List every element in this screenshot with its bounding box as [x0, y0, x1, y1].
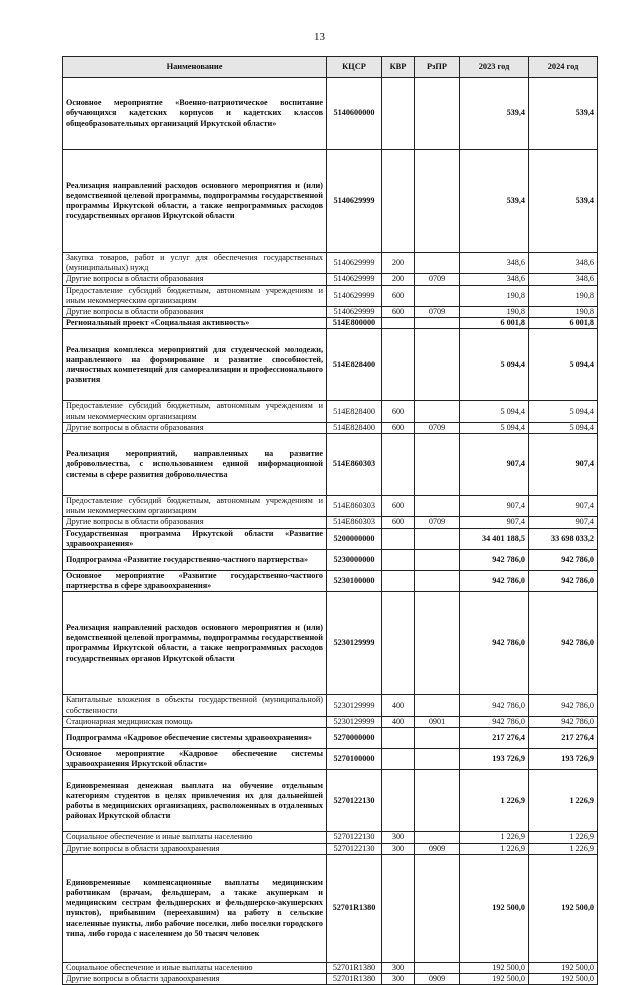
table-row	[63, 517, 598, 528]
cell-rzpr: 0901	[415, 716, 460, 727]
cell-name: Основное мероприятие «Кадровое обеспечение системы здравоохранения Иркутской области»	[63, 749, 327, 770]
cell-kvr: 300	[382, 974, 415, 985]
cell-value-2023: 907,4	[460, 517, 529, 528]
cell-kvr: 400	[382, 716, 415, 727]
cell-value-2023: 942 786,0	[460, 571, 529, 592]
cell-kcsr: 514E860303	[327, 496, 382, 517]
table-row	[63, 695, 598, 716]
cell-value-2024: 907,4	[529, 434, 598, 496]
col-header-kcsr: КЦСР	[327, 57, 382, 78]
table-row	[63, 550, 598, 571]
col-header-2023: 2023 год	[460, 57, 529, 78]
cell-value-2024: 348,6	[529, 253, 598, 274]
cell-name: Реализация комплекса мероприятий для студенческой молодежи, направленного на формирование и развитие способностей, личностных компетенций для самореализации и профессионального развития	[63, 329, 327, 401]
table-row	[63, 422, 598, 433]
cell-kcsr: 5230100000	[327, 571, 382, 592]
cell-rzpr	[415, 854, 460, 962]
cell-value-2023: 217 276,4	[460, 728, 529, 749]
cell-value-2023: 942 786,0	[460, 592, 529, 695]
cell-rzpr	[415, 592, 460, 695]
cell-value-2023: 1 226,9	[460, 832, 529, 843]
cell-kcsr: 5140600000	[327, 78, 382, 150]
cell-kcsr: 5270122130	[327, 770, 382, 832]
cell-value-2023: 34 401 188,5	[460, 528, 529, 549]
page-number: 13	[314, 31, 325, 43]
cell-kcsr: 5230000000	[327, 550, 382, 571]
cell-name: Другие вопросы в области образования	[63, 307, 327, 318]
table-row	[63, 571, 598, 592]
cell-kvr: 600	[382, 307, 415, 318]
cell-name: Реализация направлений расходов основного мероприятия и (или) ведомственной целевой программы, подпрограммы государственной программы Иркутской области, а также непрограммных расходов государственных органов Иркутской области	[63, 150, 327, 253]
cell-kvr	[382, 329, 415, 401]
cell-rzpr	[415, 150, 460, 253]
table-row	[63, 770, 598, 832]
cell-rzpr	[415, 832, 460, 843]
cell-rzpr	[415, 962, 460, 973]
cell-kvr: 200	[382, 274, 415, 285]
cell-kvr	[382, 150, 415, 253]
cell-kcsr: 5140629999	[327, 150, 382, 253]
table-row	[63, 592, 598, 695]
cell-value-2024: 6 001,8	[529, 318, 598, 329]
cell-value-2024: 33 698 033,2	[529, 528, 598, 549]
cell-value-2024: 5 094,4	[529, 422, 598, 433]
cell-value-2023: 1 226,9	[460, 770, 529, 832]
cell-name: Другие вопросы в области здравоохранения	[63, 974, 327, 985]
cell-name: Социальное обеспечение и иные выплаты населению	[63, 962, 327, 973]
budget-table	[62, 56, 598, 985]
cell-value-2024: 5 094,4	[529, 329, 598, 401]
table-row	[63, 307, 598, 318]
cell-kvr	[382, 571, 415, 592]
table-body	[63, 78, 598, 985]
cell-value-2024: 190,8	[529, 307, 598, 318]
cell-rzpr	[415, 571, 460, 592]
cell-rzpr: 0909	[415, 974, 460, 985]
cell-rzpr: 0909	[415, 843, 460, 854]
cell-value-2023: 5 094,4	[460, 329, 529, 401]
cell-value-2023: 192 500,0	[460, 974, 529, 985]
cell-kcsr: 5230129999	[327, 716, 382, 727]
cell-name: Государственная программа Иркутской области «Развитие здравоохранения»	[63, 528, 327, 549]
cell-kvr	[382, 770, 415, 832]
cell-value-2024: 192 500,0	[529, 974, 598, 985]
cell-kcsr: 514E828400	[327, 329, 382, 401]
col-header-kvr: КВР	[382, 57, 415, 78]
cell-kcsr: 52701R1380	[327, 974, 382, 985]
cell-kcsr: 5230129999	[327, 592, 382, 695]
cell-value-2024: 348,6	[529, 274, 598, 285]
table-row	[63, 843, 598, 854]
cell-kcsr: 514E828400	[327, 422, 382, 433]
table-row	[63, 434, 598, 496]
cell-kvr: 300	[382, 843, 415, 854]
cell-name: Социальное обеспечение и иные выплаты населению	[63, 832, 327, 843]
cell-value-2024: 907,4	[529, 517, 598, 528]
cell-value-2023: 942 786,0	[460, 716, 529, 727]
cell-value-2023: 907,4	[460, 496, 529, 517]
cell-kvr: 200	[382, 253, 415, 274]
cell-value-2024: 942 786,0	[529, 550, 598, 571]
cell-value-2023: 907,4	[460, 434, 529, 496]
cell-name: Основное мероприятие «Военно-патриотическое воспитание обучающихся кадетских корпусов и кадетских классов общеобразовательных организаций Иркутской области»	[63, 78, 327, 150]
cell-value-2024: 539,4	[529, 150, 598, 253]
cell-kvr	[382, 592, 415, 695]
cell-name: Основное мероприятие «Развитие государственно-частного партнерства в сфере здравоохранения»	[63, 571, 327, 592]
cell-rzpr	[415, 770, 460, 832]
cell-rzpr	[415, 695, 460, 716]
cell-value-2024: 942 786,0	[529, 571, 598, 592]
cell-kvr: 600	[382, 517, 415, 528]
cell-rzpr	[415, 318, 460, 329]
cell-rzpr: 0709	[415, 517, 460, 528]
col-header-name: Наименование	[63, 57, 327, 78]
cell-kvr: 300	[382, 962, 415, 973]
table-row	[63, 832, 598, 843]
cell-value-2023: 5 094,4	[460, 401, 529, 422]
cell-kcsr: 514E860303	[327, 517, 382, 528]
cell-kcsr: 5140629999	[327, 253, 382, 274]
table-row	[63, 274, 598, 285]
cell-value-2024: 1 226,9	[529, 770, 598, 832]
cell-rzpr	[415, 749, 460, 770]
cell-value-2023: 190,8	[460, 307, 529, 318]
cell-rzpr	[415, 550, 460, 571]
cell-rzpr: 0709	[415, 274, 460, 285]
cell-kcsr: 514E860303	[327, 434, 382, 496]
cell-kvr: 300	[382, 832, 415, 843]
cell-name: Другие вопросы в области образования	[63, 422, 327, 433]
cell-name: Предоставление субсидий бюджетным, автономным учреждениям и иным некоммерческим организациям	[63, 401, 327, 422]
cell-name: Единовременные компенсационные выплаты медицинским работникам (врачам, фельдшерам, а также акушеркам и медицинским сестрам фельдшерских и фельдшерско-акушерских пунктов), прибывшим (переехавшим) на работу в сельские населенные пункты, либо рабочие поселки, либо поселки городского типа, либо города с населением до 50 тысяч человек	[63, 854, 327, 962]
cell-kvr	[382, 749, 415, 770]
table-row	[63, 528, 598, 549]
cell-value-2024: 942 786,0	[529, 716, 598, 727]
cell-rzpr	[415, 401, 460, 422]
col-header-rzpr: РзПР	[415, 57, 460, 78]
table-row	[63, 728, 598, 749]
table-row	[63, 854, 598, 962]
cell-kcsr: 5270100000	[327, 749, 382, 770]
cell-value-2023: 6 001,8	[460, 318, 529, 329]
cell-kcsr: 5140629999	[327, 285, 382, 306]
cell-value-2023: 942 786,0	[460, 695, 529, 716]
cell-value-2024: 1 226,9	[529, 843, 598, 854]
cell-kvr	[382, 728, 415, 749]
cell-kvr	[382, 318, 415, 329]
cell-name: Предоставление субсидий бюджетным, автономным учреждениям и иным некоммерческим организациям	[63, 496, 327, 517]
cell-kvr	[382, 434, 415, 496]
cell-kcsr: 514E828400	[327, 401, 382, 422]
table-row	[63, 150, 598, 253]
cell-kvr: 400	[382, 695, 415, 716]
cell-name: Реализация направлений расходов основного мероприятия и (или) ведомственной целевой программы, подпрограммы государственной программы Иркутской области, а также непрограммных расходов государственных органов Иркутской области	[63, 592, 327, 695]
cell-kvr	[382, 78, 415, 150]
col-header-2024: 2024 год	[529, 57, 598, 78]
cell-value-2024: 539,4	[529, 78, 598, 150]
cell-rzpr: 0709	[415, 307, 460, 318]
table-row	[63, 78, 598, 150]
cell-kvr	[382, 550, 415, 571]
cell-name: Региональный проект «Социальная активность»	[63, 318, 327, 329]
cell-name: Предоставление субсидий бюджетным, автономным учреждениям и иным некоммерческим организациям	[63, 285, 327, 306]
cell-value-2023: 193 726,9	[460, 749, 529, 770]
cell-kcsr: 5270122130	[327, 843, 382, 854]
cell-name: Единовременная денежная выплата на обучение отдельным категориям студентов в целях привлечения их для дальнейшей работы в медицинских организациях, расположенных в отдаленных районах Иркутской области	[63, 770, 327, 832]
cell-value-2023: 348,6	[460, 253, 529, 274]
cell-value-2024: 942 786,0	[529, 592, 598, 695]
cell-kcsr: 5200000000	[327, 528, 382, 549]
cell-name: Капитальные вложения в объекты государственной (муниципальной) собственности	[63, 695, 327, 716]
cell-rzpr	[415, 78, 460, 150]
cell-value-2024: 907,4	[529, 496, 598, 517]
cell-value-2023: 192 500,0	[460, 962, 529, 973]
cell-rzpr	[415, 528, 460, 549]
cell-name: Подпрограмма «Развитие государственно-частного партнерства»	[63, 550, 327, 571]
cell-kcsr: 5270122130	[327, 832, 382, 843]
cell-value-2023: 190,8	[460, 285, 529, 306]
cell-value-2023: 1 226,9	[460, 843, 529, 854]
cell-name: Другие вопросы в области здравоохранения	[63, 843, 327, 854]
cell-kcsr: 52701R1380	[327, 854, 382, 962]
cell-value-2024: 942 786,0	[529, 695, 598, 716]
cell-name: Закупка товаров, работ и услуг для обеспечения государственных (муниципальных) нужд	[63, 253, 327, 274]
cell-rzpr	[415, 496, 460, 517]
table-row	[63, 716, 598, 727]
cell-name: Другие вопросы в области образования	[63, 517, 327, 528]
cell-kvr: 600	[382, 285, 415, 306]
cell-rzpr	[415, 434, 460, 496]
cell-value-2024: 1 226,9	[529, 832, 598, 843]
table-row	[63, 329, 598, 401]
table-row	[63, 285, 598, 306]
cell-value-2024: 5 094,4	[529, 401, 598, 422]
cell-value-2024: 217 276,4	[529, 728, 598, 749]
table-row	[63, 496, 598, 517]
cell-rzpr	[415, 285, 460, 306]
cell-name: Реализация мероприятий, направленных на развитие добровольчества, с использованием единой информационной системы в сфере развития добровольчества	[63, 434, 327, 496]
cell-value-2024: 190,8	[529, 285, 598, 306]
cell-value-2023: 348,6	[460, 274, 529, 285]
cell-kvr: 600	[382, 422, 415, 433]
cell-kcsr: 5270000000	[327, 728, 382, 749]
table-row	[63, 318, 598, 329]
cell-name: Другие вопросы в области образования	[63, 274, 327, 285]
cell-value-2023: 539,4	[460, 150, 529, 253]
cell-kcsr: 514E800000	[327, 318, 382, 329]
cell-value-2023: 539,4	[460, 78, 529, 150]
cell-value-2024: 192 500,0	[529, 854, 598, 962]
cell-kcsr: 5140629999	[327, 307, 382, 318]
cell-kvr: 600	[382, 496, 415, 517]
cell-kcsr: 52701R1380	[327, 962, 382, 973]
cell-kvr: 600	[382, 401, 415, 422]
cell-rzpr: 0709	[415, 422, 460, 433]
table-header-row	[63, 57, 598, 78]
cell-kcsr: 5140629999	[327, 274, 382, 285]
table-row	[63, 962, 598, 973]
table-row	[63, 974, 598, 985]
cell-kvr	[382, 528, 415, 549]
cell-kcsr: 5230129999	[327, 695, 382, 716]
cell-kvr	[382, 854, 415, 962]
cell-value-2024: 193 726,9	[529, 749, 598, 770]
cell-value-2023: 192 500,0	[460, 854, 529, 962]
cell-rzpr	[415, 728, 460, 749]
cell-rzpr	[415, 253, 460, 274]
table-row	[63, 253, 598, 274]
table-row	[63, 401, 598, 422]
cell-name: Подпрограмма «Кадровое обеспечение системы здравоохранения»	[63, 728, 327, 749]
cell-value-2023: 5 094,4	[460, 422, 529, 433]
cell-name: Стационарная медицинская помощь	[63, 716, 327, 727]
cell-value-2024: 192 500,0	[529, 962, 598, 973]
cell-value-2023: 942 786,0	[460, 550, 529, 571]
cell-rzpr	[415, 329, 460, 401]
table-row	[63, 749, 598, 770]
